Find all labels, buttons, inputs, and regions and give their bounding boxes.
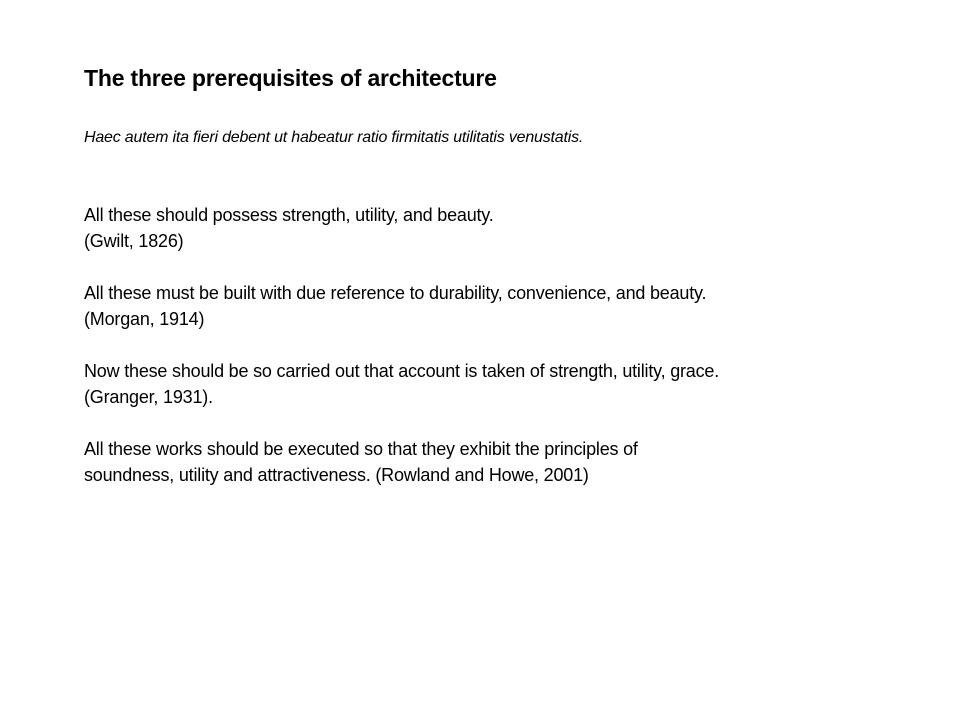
translation-text: All these should possess strength, utility, and beauty. bbox=[84, 205, 494, 225]
translation-citation: (Gwilt, 1826) bbox=[84, 231, 184, 251]
slide-title: The three prerequisites of architecture bbox=[84, 65, 497, 91]
translation-granger bbox=[84, 358, 924, 410]
translation-morgan bbox=[84, 280, 924, 332]
translation-text: All these must be built with due reference to durability, convenience, and beauty. bbox=[84, 283, 707, 303]
translation-text-continued: soundness, utility and attractiveness. (Rowland and Howe, 2001) bbox=[84, 465, 589, 485]
translation-gwilt bbox=[84, 202, 924, 254]
translations-list bbox=[84, 202, 924, 514]
translation-rowland-howe bbox=[84, 436, 924, 488]
translation-citation: (Morgan, 1914) bbox=[84, 309, 205, 329]
translation-text: All these works should be executed so that they exhibit the principles of bbox=[84, 439, 638, 459]
translation-text: Now these should be so carried out that account is taken of strength, utility, grace. bbox=[84, 361, 720, 381]
latin-quote: Haec autem ita fieri debent ut habeatur ratio firmitatis utilitatis venustatis. bbox=[84, 129, 584, 146]
translation-citation: (Granger, 1931). bbox=[84, 387, 213, 407]
